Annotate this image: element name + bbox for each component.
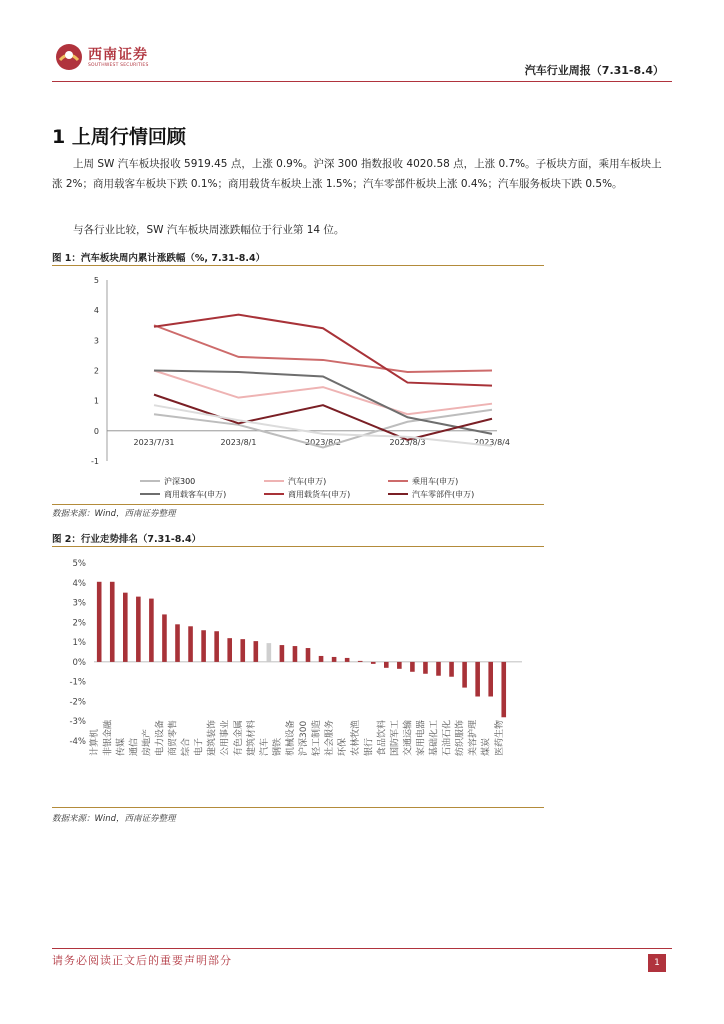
category-label: 煤炭	[481, 737, 492, 756]
series-line	[154, 315, 492, 386]
bar	[188, 626, 193, 662]
bar	[201, 630, 206, 662]
y-tick-label: -1%	[69, 677, 86, 688]
category-label: 家用电器	[416, 719, 427, 756]
category-label: 基础化工	[429, 719, 440, 756]
bar	[332, 657, 337, 662]
y-tick-label: 3	[93, 336, 99, 346]
bar	[384, 662, 389, 668]
bar	[110, 582, 115, 662]
bar	[280, 645, 285, 662]
figure2-bottom-rule	[52, 807, 544, 808]
company-logo-icon	[54, 42, 84, 72]
x-tick-label: 2023/7/31	[133, 437, 175, 447]
category-label: 汽车	[259, 737, 270, 756]
bar	[175, 624, 180, 662]
category-label: 建筑材料	[246, 719, 257, 756]
bar	[293, 646, 298, 662]
report-title: 汽车行业周报（7.31-8.4）	[524, 64, 664, 77]
category-label: 房地产	[142, 728, 153, 756]
bar	[449, 662, 454, 677]
bar	[319, 656, 324, 662]
x-tick-label: 2023/8/1	[220, 437, 257, 447]
bar	[371, 662, 376, 664]
y-tick-label: 5%	[72, 559, 86, 569]
category-label: 电子	[194, 737, 205, 756]
category-label: 公用事业	[220, 719, 231, 756]
y-tick-label: 3%	[72, 598, 86, 609]
legend-label: 商用载货车(申万)	[288, 490, 351, 499]
y-tick-label: -4%	[69, 737, 86, 747]
category-label: 传媒	[116, 737, 127, 756]
bar	[162, 614, 167, 661]
category-label: 美容护理	[468, 719, 479, 756]
category-label: 非银金融	[103, 719, 114, 756]
y-tick-label: 4%	[72, 578, 86, 589]
x-tick-label: 2023/8/3	[389, 437, 426, 447]
y-tick-label: 2	[93, 366, 99, 376]
category-label: 交通运输	[403, 719, 414, 756]
paragraph: 上周 SW 汽车板块报收 5919.45 点，上涨 0.9%。沪深 300 指数报收 4020.58 点，上涨 0.7%。子板块方面，乘用车板块上涨 2%；商用载客车板块下跌 0.1%；商用载货车板块上涨 1.5%；汽车零部件板块上涨 0.4%；汽车服务板块下跌 0.5%。	[52, 158, 662, 190]
logo-subtitle: SOUTHWEST SECURITIES	[88, 63, 149, 68]
category-label: 商贸零售	[168, 719, 179, 756]
y-tick-label: 1%	[72, 638, 86, 649]
bar	[149, 599, 154, 662]
bar	[410, 662, 415, 672]
category-label: 计算机	[90, 728, 101, 756]
header-divider	[52, 81, 672, 82]
bar	[436, 662, 441, 676]
category-label: 沪深300	[299, 720, 309, 756]
bar	[358, 661, 363, 662]
bar	[488, 662, 493, 697]
category-label: 食品饮料	[377, 719, 388, 756]
category-label: 综合	[181, 737, 192, 756]
figure1-bottom-rule	[52, 504, 544, 505]
bar-chart	[52, 549, 544, 807]
category-label: 机械设备	[285, 719, 296, 756]
x-tick-label: 2023/8/2	[305, 437, 341, 447]
category-label: 医药生物	[494, 719, 505, 756]
figure2-top-rule	[52, 546, 544, 547]
y-tick-label: 1	[93, 396, 99, 406]
y-tick-label: 5	[93, 276, 99, 285]
paragraph: 与各行业比较，SW 汽车板块周涨跌幅位于行业第 14 位。	[73, 224, 345, 236]
figure1-title: 图 1：汽车板块周内累计涨跌幅（%, 7.31-8.4）	[52, 253, 266, 264]
legend-label: 汽车(申万)	[288, 477, 327, 486]
category-label: 农林牧渔	[351, 719, 362, 756]
y-tick-label: 4	[93, 306, 99, 316]
bar	[267, 643, 272, 662]
category-label: 建筑装饰	[207, 719, 218, 756]
category-label: 轻工制造	[312, 719, 323, 756]
category-label: 电力设备	[155, 719, 166, 756]
bar	[254, 641, 259, 662]
legend-label: 乘用车(申万)	[412, 477, 459, 486]
section-title: 1 上周行情回顾	[52, 126, 186, 148]
category-label: 银行	[364, 737, 375, 756]
series-line	[154, 371, 492, 434]
bar	[240, 639, 245, 662]
category-label: 石油石化	[442, 719, 453, 756]
bar	[227, 638, 232, 662]
legend-label: 商用载客车(申万)	[164, 490, 227, 499]
x-tick-label: 2023/8/4	[474, 437, 510, 447]
category-label: 纺织服饰	[455, 719, 466, 756]
bar	[306, 648, 311, 662]
category-label: 社会服务	[325, 719, 336, 756]
legend-label: 沪深300	[164, 477, 196, 486]
figure1-top-rule	[52, 265, 544, 266]
bar	[123, 593, 128, 662]
figure2-source: 数据来源：Wind，西南证券整理	[52, 814, 176, 824]
y-tick-label: 0	[93, 426, 99, 436]
y-tick-label: -2%	[69, 697, 86, 708]
category-label: 通信	[129, 737, 140, 756]
bar	[462, 662, 467, 688]
bar	[136, 597, 141, 662]
category-label: 环保	[338, 737, 349, 756]
bar	[97, 582, 102, 662]
figure1-source: 数据来源：Wind，西南证券整理	[52, 509, 176, 519]
category-label: 国防军工	[390, 719, 401, 756]
y-tick-label: 0%	[72, 657, 86, 668]
bar	[501, 662, 506, 717]
bar	[475, 662, 480, 697]
page-number: 1	[648, 954, 666, 972]
y-tick-label: 2%	[72, 618, 86, 629]
footer-divider	[52, 948, 672, 949]
logo-text: 西南证券	[88, 47, 148, 63]
footer-disclaimer: 请务必阅读正文后的重要声明部分	[52, 954, 232, 967]
y-tick-label: -3%	[69, 717, 86, 728]
y-tick-label: -1	[91, 457, 99, 466]
line-chart	[52, 268, 544, 504]
bar	[423, 662, 428, 674]
figure2-title: 图 2：行业走势排名（7.31-8.4）	[52, 534, 202, 545]
bar	[345, 658, 350, 662]
series-line	[154, 325, 492, 372]
bar	[397, 662, 402, 669]
category-label: 有色金属	[233, 719, 244, 756]
category-label: 钢铁	[272, 737, 283, 756]
bar	[214, 631, 219, 662]
legend-label: 汽车零部件(申万)	[412, 490, 475, 499]
